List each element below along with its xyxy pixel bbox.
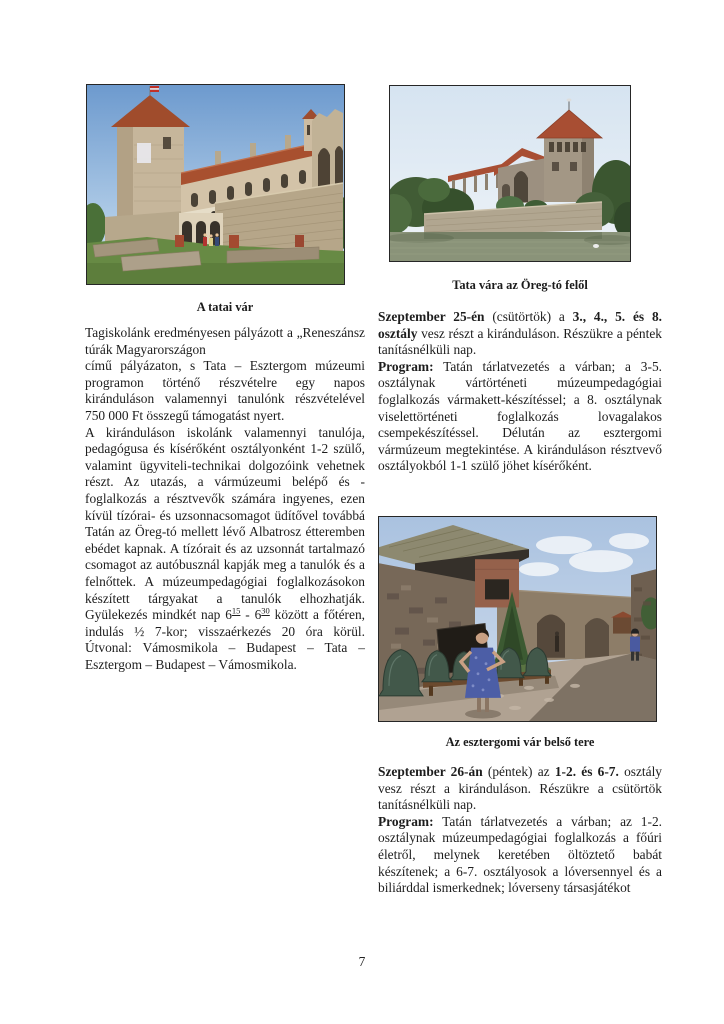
figure-caption-esztergom: Az esztergomi vár belső tere [445, 735, 595, 749]
tata-castle-front-illustration [87, 85, 344, 284]
paragraph-program-25: Program: Tatán tárlatvezetés a várban; a 3-5. osztálynak vártörténeti múzeumpedagógiai foglalkozás vármakett-készítéssel; a 8. osztálynak viselettörténeti foglalkozás lovagalakos csempekészítéssel. Délután az esztergomi vármúzeum megtekintése. A kiránduláson résztvevő osztályokból 1-1 szülő jöhet kísérőként. [378, 358, 662, 474]
right-column-text-bottom [378, 764, 662, 897]
paragraph-grant: Tagiskolánk eredményesen pályázott a „Reneszánsz túrák Magyarországon című pályázaton, s Tata – Esztergom múzeumi programon történő részvételre egy napos kiránduláson valamennyi tanulónk részvételével 750 000 Ft összegű támogatást nyert. [85, 325, 365, 423]
tata-castle-lake-illustration [390, 86, 630, 261]
left-column-text [85, 325, 365, 673]
tata-castle-lake-photo [389, 85, 631, 262]
paragraph-sept-25: Szeptember 25-én (csütörtök) a 3., 4., 5. és 8. osztály vesz részt a kiránduláson. Részükre a péntek tanításnélküli nap. [378, 309, 662, 358]
esztergom-courtyard-photo [378, 516, 657, 722]
paragraph-trip-details: A kiránduláson iskolánk valamennyi tanulója, pedagógusa és kísérőként osztályonként 1-2 szülő, valamint ügyviteli-technikai dolgozóink vehetnek részt. Az utazás, a vármúzeumi belépő és - foglalkozás a résztvevők számára ingyenes, ezen kívül tízórai- és uzsonnacsomagot üdítővel továbbá Tatán az Öreg-tó mellett lévő Albatrosz étteremben ebédet kapnak. A tízórait és az uzsonnát tartalmazó csomagot az autóbusznál kapják meg a tanulók és a felnőttek. A múzeumpedagógiai foglalkozásokon készített tárgyakat a tanulók elhozhatják. Gyülekezés mindkét nap $6^{15} - 6^{30}$ között a főtéren, indulás ½ 7-kor; visszaérkezés 20 óra körül. Útvonal: Vámosmikola – Budapest – Tata – Esztergom – Budapest – Vámosmikola. [85, 424, 365, 672]
page-number: 7 [358, 954, 366, 969]
figure-caption-tata-front: A tatai vár [196, 300, 254, 314]
esztergom-courtyard-illustration [379, 517, 656, 721]
paragraph-program-26: Program: Tatán tárlatvezetés a várban; az 1-2. osztálynak múzeumpedagógiai foglalkozás a főúri életről, melynek keretében öltöztető babát készítenek; a 6-7. osztályosok a lóversennyel és a biliárddal ismerkednek; lóverseny társasjátékot [378, 813, 662, 896]
paragraph-sept-26: Szeptember 26-án (péntek) az 1-2. és 6-7. osztály vesz részt a kiránduláson. Részükre a csütörtök tanításnélküli nap. [378, 764, 662, 813]
figure-caption-tata-lake: Tata vára az Öreg-tó felől [452, 278, 588, 292]
tata-castle-front-photo [86, 84, 345, 285]
right-column-text-top [378, 309, 662, 475]
